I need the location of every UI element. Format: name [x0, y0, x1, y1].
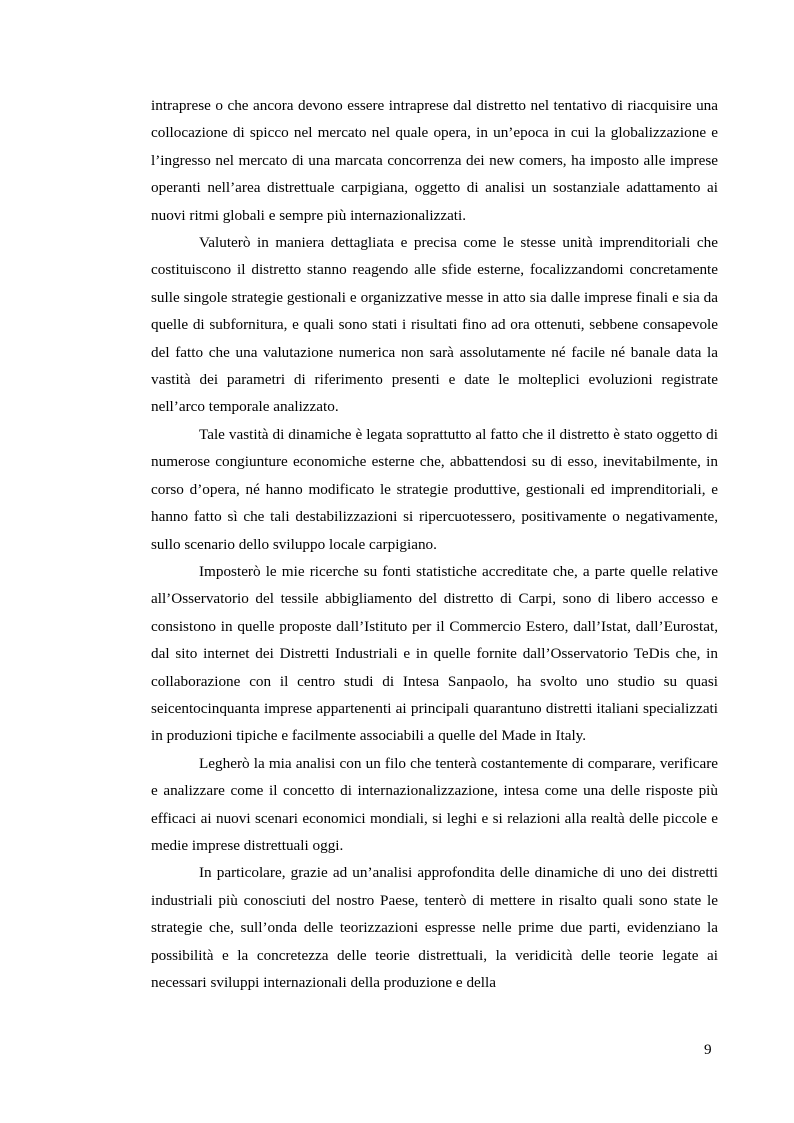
page-body [151, 92, 718, 996]
paragraph-4: Imposterò le mie ricerche su fonti statistiche accreditate che, a parte quelle relative all’Osservatorio del tessile abbigliamento del distretto di Carpi, sono di libero accesso e consistono in quelle proposte dall’Istituto per il Commercio Estero, dall’Istat, dall’Eurostat, dal sito internet dei Distretti Industriali e in quelle fornite dall’Osservatorio TeDis che, in collaborazione con il centro studi di Intesa Sanpaolo, ha svolto uno studio su quasi seicentocinquanta imprese appartenenti ai principali quarantuno distretti italiani specializzati in produzioni tipiche e facilmente associabili a quelle del Made in Italy. [151, 562, 718, 745]
paragraph-6: In particolare, grazie ad un’analisi approfondita delle dinamiche di uno dei distretti industriali più conosciuti del nostro Paese, tenterò di mettere in risalto quali sono state le strategie che, sull’onda delle teorizzazioni espresse nelle prime due parti, evidenziano la possibilità e la concretezza delle teorie distrettuali, la veridicità delle teorie legate ai necessari sviluppi internazionali della produzione e della [151, 864, 718, 991]
paragraph-2: Valuterò in maniera dettagliata e precisa come le stesse unità imprenditoriali che costituiscono il distretto stanno reagendo alle sfide esterne, focalizzandomi concretamente sulle singole strategie gestionali e organizzative messe in atto sia dalle imprese finali e sia da quelle di subfornitura, e quali sono stati i risultati fino ad ora ottenuti, sebbene consapevole del fatto che una valutazione numerica non sarà assolutamente né facile né banale data la vastità dei parametri di riferimento presenti e date le molteplici evoluzioni registrate nell’arco temporale analizzato. [151, 234, 718, 416]
page-number: 9 [704, 1041, 712, 1058]
paragraph-5: Legherò la mia analisi con un filo che tenterà costantemente di comparare, verificare e analizzare come il concetto di internazionalizzazione, intesa come una delle risposte più efficaci ai nuovi scenari economici mondiali, si leghi e si relazioni alla realtà delle piccole e medie imprese distrettuali oggi. [151, 754, 718, 854]
paragraph-1: intraprese o che ancora devono essere intraprese dal distretto nel tentativo di riacquisire una collocazione di spicco nel mercato nel quale opera, in un’epoca in cui la globalizzazione e l’ingresso nel mercato di una marcata concorrenza dei new comers, ha imposto alle imprese operanti nell’area distrettuale carpigiana, oggetto di analisi un sostanziale adattamento ai nuovi ritmi globali e sempre più internazionalizzati. [151, 97, 718, 224]
paragraph-3: Tale vastità di dinamiche è legata soprattutto al fatto che il distretto è stato oggetto di numerose congiunture economiche esterne che, abbattendosi su di esso, inevitabilmente, in corso d’opera, né hanno modificato le strategie produttive, gestionali ed imprenditoriali, e hanno fatto sì che tali destabilizzazioni si ripercuotessero, positivamente o negativamente, sullo scenario dello sviluppo locale carpigiano. [151, 425, 718, 553]
